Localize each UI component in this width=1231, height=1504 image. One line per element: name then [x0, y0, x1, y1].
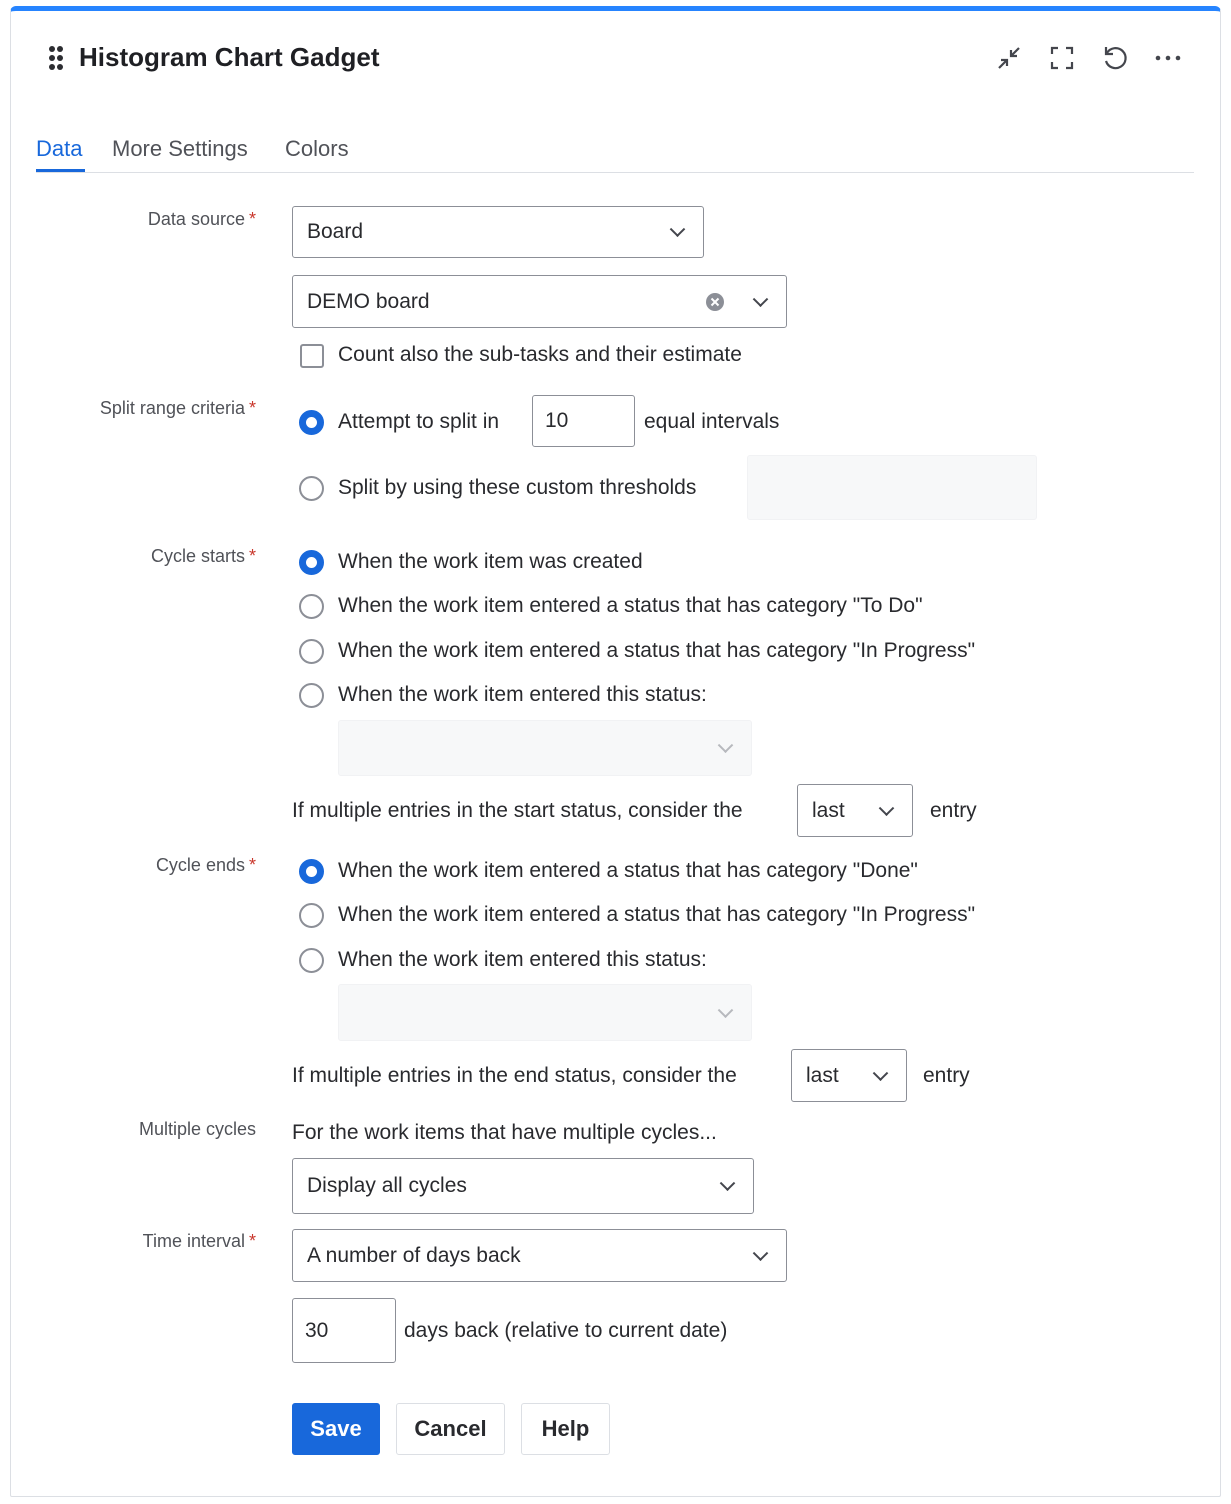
start-status-select[interactable] — [338, 720, 752, 776]
drag-handle-icon[interactable] — [47, 46, 65, 70]
split-equal-label: Attempt to split in — [338, 410, 500, 433]
gadget-title: Histogram Chart Gadget — [79, 42, 380, 72]
clear-icon[interactable] — [705, 292, 725, 312]
fullscreen-icon[interactable] — [1048, 44, 1076, 72]
cycle-start-option: When the work item entered a status that has category "In Progress" — [338, 639, 976, 662]
cancel-button[interactable]: Cancel — [396, 1403, 505, 1455]
chevron-down-icon — [873, 1065, 889, 1081]
data-source-label: Data source * — [147, 209, 256, 229]
cycle-starts-label: Cycle starts * — [150, 546, 256, 566]
cycle-start-radio[interactable] — [299, 639, 324, 664]
end-status-select[interactable] — [338, 984, 752, 1041]
cycle-end-option: When the work item entered this status: — [338, 948, 707, 971]
start-entry-select[interactable]: last — [797, 784, 913, 837]
subtasks-checkbox[interactable] — [300, 344, 324, 368]
refresh-icon[interactable] — [1101, 44, 1129, 72]
intervals-input[interactable]: 10 — [532, 395, 635, 447]
multiple-cycles-select[interactable]: Display all cycles — [292, 1158, 754, 1214]
split-range-label: Split range criteria * — [99, 398, 256, 418]
cycle-end-radio[interactable] — [299, 903, 324, 928]
cycle-start-option: When the work item entered a status that has category "To Do" — [338, 594, 923, 617]
cycle-start-radio[interactable] — [299, 683, 324, 708]
save-button[interactable]: Save — [292, 1403, 380, 1455]
cycle-end-option: When the work item entered a status that has category "In Progress" — [338, 903, 976, 926]
cycle-ends-label: Cycle ends * — [155, 855, 256, 875]
chevron-down-icon — [720, 1175, 736, 1191]
cycle-end-option: When the work item entered a status that has category "Done" — [338, 859, 918, 882]
cycle-start-option: When the work item was created — [338, 550, 643, 573]
chevron-down-icon — [879, 800, 895, 816]
help-button[interactable]: Help — [521, 1403, 610, 1455]
chevron-down-icon — [670, 221, 686, 237]
tab-data[interactable]: Data — [36, 136, 83, 161]
cycle-end-radio[interactable] — [299, 948, 324, 973]
split-custom-radio[interactable] — [299, 476, 324, 501]
chevron-down-icon — [753, 291, 769, 307]
tabs-divider — [36, 172, 1194, 173]
time-interval-select[interactable]: A number of days back — [292, 1229, 787, 1282]
multiple-cycles-label: Multiple cycles — [138, 1119, 256, 1139]
end-entry-select[interactable]: last — [791, 1049, 907, 1102]
thresholds-input[interactable] — [747, 455, 1037, 520]
tab-more-settings[interactable]: More Settings — [112, 136, 248, 161]
chevron-down-icon — [753, 1245, 769, 1261]
cycle-start-radio[interactable] — [299, 550, 324, 575]
days-back-input[interactable]: 30 — [292, 1298, 396, 1363]
split-custom-label: Split by using these custom thresholds — [338, 476, 697, 499]
minimize-icon[interactable] — [995, 44, 1023, 72]
cycle-start-option: When the work item entered this status: — [338, 683, 707, 706]
board-select[interactable]: DEMO board — [292, 275, 787, 328]
cycle-end-radio[interactable] — [299, 859, 324, 884]
tab-colors[interactable]: Colors — [285, 136, 349, 161]
end-entry-label: entry — [923, 1064, 970, 1087]
split-equal-radio[interactable] — [299, 410, 324, 435]
data-source-type-select[interactable]: Board — [292, 206, 704, 258]
chevron-down-icon — [718, 1002, 734, 1018]
end-multi-label: If multiple entries in the end status, consider the — [292, 1064, 737, 1087]
start-entry-label: entry — [930, 799, 977, 822]
chevron-down-icon — [718, 737, 734, 753]
start-multi-label: If multiple entries in the start status, consider the — [292, 799, 743, 822]
cycle-start-radio[interactable] — [299, 594, 324, 619]
equal-intervals-label: equal intervals — [644, 410, 780, 433]
subtasks-label: Count also the sub-tasks and their estimate — [338, 343, 742, 366]
time-interval-label: Time interval * — [142, 1231, 256, 1251]
multiple-cycles-text: For the work items that have multiple cycles... — [292, 1121, 717, 1144]
days-back-label: days back (relative to current date) — [404, 1319, 728, 1342]
more-icon[interactable] — [1154, 44, 1182, 72]
